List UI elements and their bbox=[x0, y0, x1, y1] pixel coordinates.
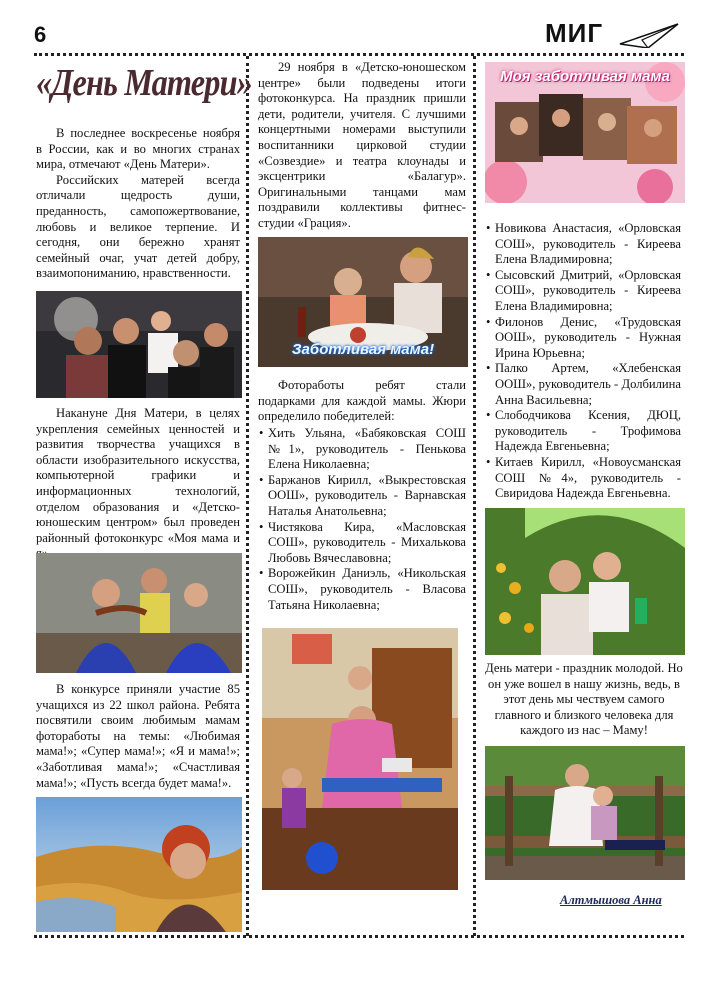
participants-paragraph: В конкурсе приняли участие 85 учащихся из 22 школ района. Ребята посвятили своим любимым мамам фотоработы на темы: «Любимая мама!»; «Супер мама!»; «Я и мама!»; «Заботливая мама!»; «Счастливая мама!»; «Пусть всегда будет мама!». bbox=[36, 682, 240, 790]
paper-plane-icon bbox=[618, 22, 680, 48]
winner-item: • Сысовский Дмитрий, «Орловская СОШ», руководитель - Киреева Елена Владимировна; bbox=[495, 268, 681, 315]
gifts-paragraph: Фотоработы ребят стали подарками для каждой мамы. Жюри определило победителей: bbox=[258, 378, 466, 424]
winners-list-2 bbox=[485, 221, 681, 502]
caring-mom-photo bbox=[258, 237, 468, 367]
garden-umbrella-photo bbox=[485, 508, 685, 655]
closing-paragraph: День матери - праздник молодой. Но он уже вошел в нашу жизнь, ведь, в этот день мы чествуем самого главного и близкого человека для каждого из нас – Маму! bbox=[485, 661, 683, 738]
winner-item: • Филонов Денис, «Трудовская ООШ», руководитель - Нужная Ирина Юрьевна; bbox=[495, 315, 681, 362]
winner-item: • Ворожейкин Даниэль, «Никольская СОШ», руководитель - Власова Татьяна Николаевна; bbox=[268, 566, 466, 613]
bench-photo bbox=[485, 746, 685, 880]
winner-item: • Чистякова Кира, «Масловская СОШ», руководитель - Михалькова Любовь Вячеславовна; bbox=[268, 520, 466, 567]
winner-item: • Палко Артем, «Хлебенская ООШ», руководитель - Долбилина Анна Васильевна; bbox=[495, 361, 681, 408]
contest-paragraph: Накануне Дня Матери, в целях укрепления семейных ценностей и развития творчества учащихся в области изобразительного искусства, компьютерной графики и информационных технологий, отделом образования и «Детско-юношеским центром» был проведен районный фотоконкурс «Моя мама и bbox=[36, 406, 240, 545]
column-divider-2 bbox=[473, 56, 476, 936]
collage-photo bbox=[485, 62, 685, 203]
contest-text bbox=[36, 406, 240, 562]
column-divider-1 bbox=[246, 56, 249, 936]
participants-text bbox=[36, 682, 240, 791]
intro-paragraph-2: Российских матерей всегда отличали щедрость души, преданность, самопожертвование, любовь и великое терпение. И сегодня, они бережно хранят семейный очаг, учат детей добру, взаимопониманию, нравственности. bbox=[36, 172, 240, 281]
author-signature: Алтмышова Анна bbox=[560, 893, 662, 907]
winners-list-1 bbox=[258, 426, 466, 613]
intro-text bbox=[36, 126, 240, 282]
autumn-portrait-photo bbox=[36, 797, 242, 932]
mother-daughters-photo bbox=[36, 553, 242, 673]
winner-item: • Слободчикова Ксения, ДЮЦ, руководитель - Трофимова Надежда Евгеньевна; bbox=[495, 408, 681, 455]
ironing-photo bbox=[262, 628, 458, 890]
winner-item: • Китаев Кирилл, «Новоусманская СОШ №4», руководитель - Свиридова Надежда Евгеньевна. bbox=[495, 455, 681, 502]
page-number: 6 bbox=[34, 22, 47, 47]
bottom-divider bbox=[34, 935, 684, 938]
intro-paragraph-1: В последнее воскресенье ноября в России, как и во многих странах мира, отмечают «День Матери». bbox=[36, 126, 240, 172]
closing-text bbox=[485, 661, 683, 739]
winner-item: • Новикова Анастасия, «Орловская СОШ», руководитель - Киреева Елена Владимировна; bbox=[495, 221, 681, 268]
results-text bbox=[258, 60, 466, 232]
photo-caption: Заботливая мама! bbox=[291, 341, 435, 358]
collage-banner: Моя заботливая мама bbox=[500, 68, 670, 85]
winners-intro bbox=[258, 378, 466, 425]
results-paragraph: 29 ноября в «Детско-юношеском центре» были подведены итоги фотоконкурса. На праздник пришли дети, родители, учителя. С лучшими концертными номерами выступили воспитанники цирковой студии «Созвездие» и театра клоунады и эксцентрики «Балагур». Оригинальными танцами мам поздравили коллективы фитнес-студии «Грация». bbox=[258, 60, 466, 230]
winner-item: • Хить Ульяна, «Бабяковская СОШ №1», руководитель - Пенькова Елена Николаевна; bbox=[268, 426, 466, 473]
winner-item: • Баржанов Кирилл, «Выкрестовская ООШ», руководитель - Варнавская Наталья Анатольевна; bbox=[268, 473, 466, 520]
magazine-logo: МИГ bbox=[545, 18, 604, 48]
top-divider bbox=[34, 53, 684, 56]
page-title: «День Матери» bbox=[36, 62, 252, 104]
family-photo bbox=[36, 291, 242, 398]
